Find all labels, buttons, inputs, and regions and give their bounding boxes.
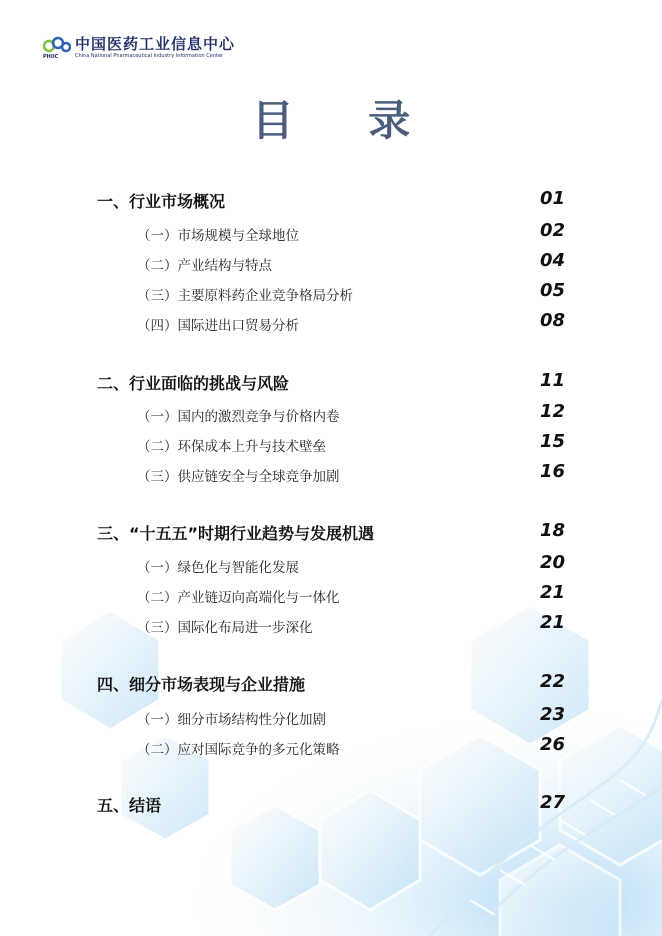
toc-page-number: 18 xyxy=(539,520,565,541)
toc-label: （四）国际进出口贸易分析 xyxy=(137,318,299,334)
toc-label: （一）绿色化与智能化发展 xyxy=(137,560,299,576)
toc-label: （二）应对国际竞争的多元化策略 xyxy=(137,742,340,758)
toc-page-number: 12 xyxy=(539,401,565,422)
toc-label: （二）产业结构与特点 xyxy=(137,258,272,274)
toc-page-number: 11 xyxy=(539,370,565,391)
toc-page-number: 15 xyxy=(539,431,565,452)
toc-section[interactable] xyxy=(0,188,662,212)
toc-subsection[interactable] xyxy=(0,704,662,728)
toc-subsection[interactable] xyxy=(0,280,662,304)
toc-label: 三、“十五五”时期行业趋势与发展机遇 xyxy=(97,524,375,543)
organization-name-cn: 中国医药工业信息中心 xyxy=(75,35,236,53)
logo-abbreviation: PHIIC xyxy=(43,54,59,60)
toc-section[interactable] xyxy=(0,671,662,695)
toc-page-number: 21 xyxy=(539,582,565,603)
toc-page-number: 02 xyxy=(539,220,565,241)
toc-label: 一、行业市场概况 xyxy=(97,192,226,211)
toc-page-number: 08 xyxy=(539,310,565,331)
toc-subsection[interactable] xyxy=(0,310,662,334)
toc-label: （三）主要原料药企业竞争格局分析 xyxy=(137,288,353,304)
toc-subsection[interactable] xyxy=(0,552,662,576)
toc-subsection[interactable] xyxy=(0,582,662,606)
toc-page-number: 22 xyxy=(539,671,565,692)
page-title: 目 录 xyxy=(251,96,441,145)
toc-page-number: 04 xyxy=(539,250,565,271)
toc-label: （一）国内的激烈竞争与价格内卷 xyxy=(137,409,340,425)
toc-page-number: 01 xyxy=(539,188,565,209)
toc-label: 五、结语 xyxy=(97,796,162,815)
toc-section[interactable] xyxy=(0,370,662,394)
toc-label: （三）供应链安全与全球竞争加剧 xyxy=(137,469,340,485)
toc-label: 二、行业面临的挑战与风险 xyxy=(97,374,290,393)
toc-section[interactable] xyxy=(0,792,662,816)
toc-subsection[interactable] xyxy=(0,401,662,425)
toc-subsection[interactable] xyxy=(0,431,662,455)
toc-label: （三）国际化布局进一步深化 xyxy=(137,620,313,636)
toc-subsection[interactable] xyxy=(0,461,662,485)
toc-label: 四、细分市场表现与企业措施 xyxy=(97,675,306,694)
toc-subsection[interactable] xyxy=(0,250,662,274)
toc-page-number: 26 xyxy=(539,734,565,755)
toc-subsection[interactable] xyxy=(0,612,662,636)
toc-label: （二）产业链迈向高端化与一体化 xyxy=(137,590,340,606)
toc-subsection[interactable] xyxy=(0,220,662,244)
toc-subsection[interactable] xyxy=(0,734,662,758)
toc-section[interactable] xyxy=(0,520,662,544)
toc-page-number: 27 xyxy=(539,792,565,813)
toc-page-number: 05 xyxy=(539,280,565,301)
toc-page-number: 20 xyxy=(539,552,565,573)
organization-name-en: China National Pharmaceutical Industry Information Center xyxy=(75,53,224,59)
toc-page-number: 21 xyxy=(539,612,565,633)
toc-label: （一）细分市场结构性分化加剧 xyxy=(137,712,326,728)
toc-label: （一）市场规模与全球地位 xyxy=(137,228,299,244)
toc-page-number: 23 xyxy=(539,704,565,725)
toc-page-number: 16 xyxy=(539,461,565,482)
toc-label: （二）环保成本上升与技术壁垒 xyxy=(137,439,326,455)
